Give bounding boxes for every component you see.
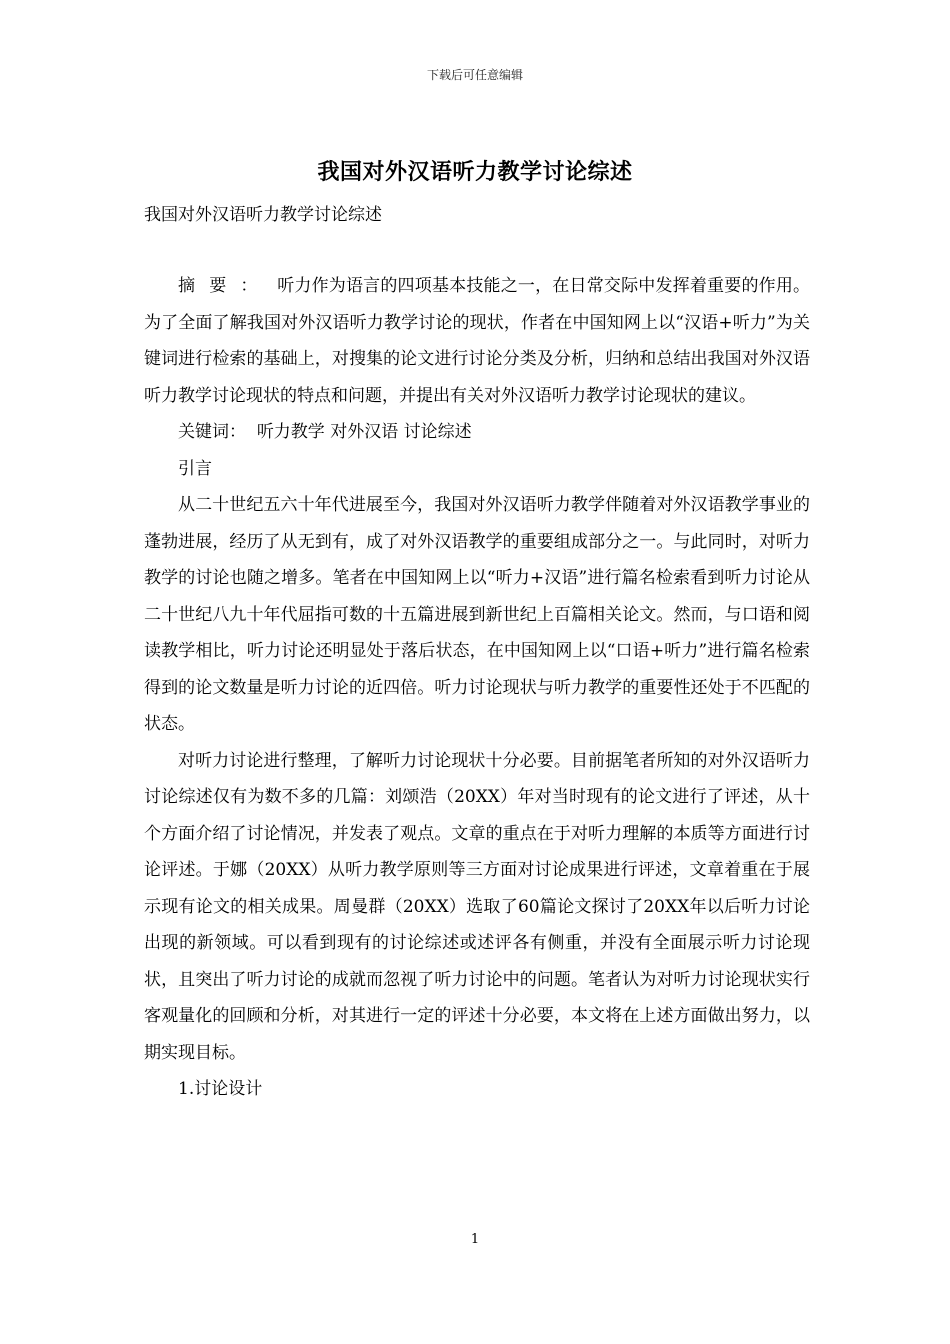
section-heading: 1.讨论设计 (178, 1079, 263, 1099)
intro-heading: 引言 (178, 458, 212, 479)
abstract-paragraph (144, 268, 810, 414)
header-note: 下载后可任意编辑 (426, 68, 523, 82)
body-paragraph: 对听力讨论进行整理，了解听力讨论现状十分必要。目前据笔者所知的对外汉语听力讨论综述仅有为数不多的几篇：刘颂浩（20XX）年对当时现有的论文进行了评述，从十个方面介绍了讨论情况，并发表了观点。文章的重点在于对听力理解的本质等方面进行讨论评述。于娜（20XX）从听力教学原则等三方面对讨论成果进行评述，文章着重在于展示现有论文的相关成果。周曼群（20XX）选取了60篇论文探讨了20XX年以后听力讨论出现的新领域。可以看到现有的讨论综述或述评各有侧重，并没有全面展示听力讨论现状，且突出了听力讨论的成就而忽视了听力讨论中的问题。笔者认为对听力讨论现状实行客观量化的回顾和分析，对其进行一定的评述十分必要，本文将在上述方面做出努力，以期实现目标。 (144, 750, 810, 1063)
abstract-text: 听力作为语言的四项基本技能之一，在日常交际中发挥着重要的作用。为了全面了解我国对外汉语听力教学讨论的现状，作者在中国知网上以“汉语+听力”为关键词进行检索的基础上，对搜集的论文进行讨论分类及分析，归纳和总结出我国对外汉语听力教学讨论现状的特点和问题，并提出有关对外汉语听力教学讨论现状的建议。 (144, 276, 811, 406)
keywords-paragraph (144, 414, 810, 451)
document-subtitle: 我国对外汉语听力教学讨论综述 (144, 205, 382, 225)
document-title: 我国对外汉语听力教学讨论综述 (317, 159, 633, 185)
abstract-label: 摘要： (178, 276, 272, 296)
keywords-text: 听力教学 对外汉语 讨论综述 (256, 422, 472, 442)
document-body (144, 268, 810, 1108)
keywords-label: 关键词： (178, 422, 246, 442)
body-paragraph: 从二十世纪五六十年代进展至今，我国对外汉语听力教学伴随着对外汉语教学事业的蓬勃进展，经历了从无到有，成了对外汉语教学的重要组成部分之一。与此同时，对听力教学的讨论也随之增多。笔者在中国知网上以“听力+汉语”进行篇名检索看到听力讨论从二十世纪八九十年代屈指可数的十五篇进展到新世纪上百篇相关论文。然而，与口语和阅读教学相比，听力讨论还明显处于落后状态，在中国知网上以“口语+听力”进行篇名检索得到的论文数量是听力讨论的近四倍。听力讨论现状与听力教学的重要性还处于不匹配的状态。 (144, 495, 810, 734)
page-number: 1 (470, 1232, 480, 1247)
